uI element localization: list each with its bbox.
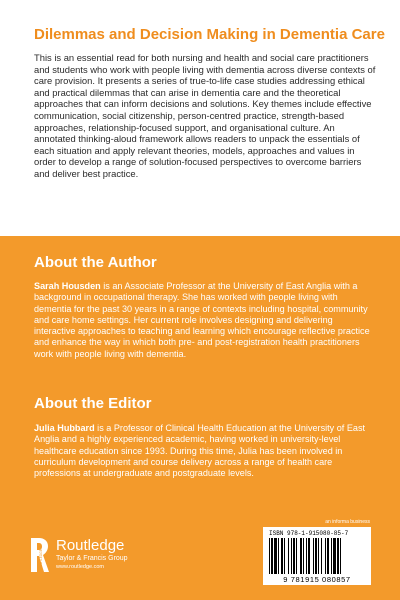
barcode-bar <box>296 538 297 574</box>
barcode-bar <box>331 538 332 574</box>
barcode-bar <box>300 538 302 574</box>
about-editor-heading: About the Editor <box>34 395 152 412</box>
barcode-bar <box>327 538 329 574</box>
logo-mark-text: ROUTLEDGE <box>39 549 43 569</box>
barcode-bar <box>315 538 317 574</box>
barcode-panel <box>263 527 371 585</box>
editor-bio: is a Professor of Clinical Health Education at the University of East Anglia and a highly experienced academic, having worked in university-level healthcare education since 1993. During this time, Julia has been involved in curriculum development and course delivery across a range of health care professions at undergraduate and postgraduate levels. <box>34 423 366 479</box>
book-title: Dilemmas and Decision Making in Dementia Care <box>34 26 385 43</box>
about-author-heading: About the Author <box>34 254 157 271</box>
author-bio: is an Associate Professor at the University of East Anglia with a background in occupational therapy. She has worked with people living with dementia for the past 30 years in a range of contexts including hospital, community and care home settings. Her current role involves designing and delivering interactive approaches to teaching and learning which encourage reflective practice and enhance the way in which both pre- and post-registration health practitioners work with people living with dementia. <box>34 281 370 359</box>
barcode-icon <box>269 538 365 574</box>
barcode-bar <box>308 538 310 574</box>
barcode-bar <box>274 538 277 574</box>
barcode-digits: 9 781915 080857 <box>283 575 351 584</box>
barcode-bar <box>321 538 322 574</box>
author-name: Sarah Housden <box>34 281 101 291</box>
description-panel <box>0 0 400 236</box>
publisher-name: Routledge <box>56 537 125 554</box>
barcode-bar <box>291 538 292 574</box>
routledge-logo-icon <box>28 536 50 574</box>
about-author-text <box>34 281 376 360</box>
barcode-bar <box>313 538 314 574</box>
barcode-bar <box>293 538 295 574</box>
barcode-bar <box>318 538 319 574</box>
barcode-bar <box>306 538 307 574</box>
barcode-bar <box>288 538 289 574</box>
barcode-bar <box>284 538 285 574</box>
editor-name: Julia Hubbard <box>34 423 95 433</box>
publisher-url: www.routledge.com <box>56 564 104 570</box>
about-editor-text <box>34 423 376 479</box>
barcode-bar <box>325 538 326 574</box>
isbn-label: ISBN 978-1-915080-85-7 <box>269 530 349 537</box>
barcode-bar <box>278 538 279 574</box>
publisher-logo <box>28 536 198 576</box>
barcode-bar <box>303 538 304 574</box>
barcode-bar <box>337 538 339 574</box>
barcode-bar <box>333 538 336 574</box>
publisher-tagline: Taylor & Francis Group <box>56 555 128 562</box>
barcode-bar <box>269 538 270 574</box>
barcode-bar <box>271 538 273 574</box>
imprint-text: an informa business <box>325 519 370 525</box>
book-description: This is an essential read for both nursing and health and social care practitioners and students who work with people living with dementia across diverse contexts of care provision. It presents a series of true-to-life case studies addressing ethical and practical dilemmas that can arise in dementia care and the theoretical approaches that can inform decisions and solutions. Key themes include effective communication, social citizenship, person-centred practice, strength-based approaches, relationship-focused support, and organisational culture. An annotated thinking-aloud framework allows readers to unpack the essentials of each situation and apply relevant theories, models, approaches and values in order to develop a range of solution-focused perspectives to overcome barriers and deliver best practice. <box>34 52 376 179</box>
barcode-bar <box>281 538 283 574</box>
barcode-bar <box>340 538 341 574</box>
